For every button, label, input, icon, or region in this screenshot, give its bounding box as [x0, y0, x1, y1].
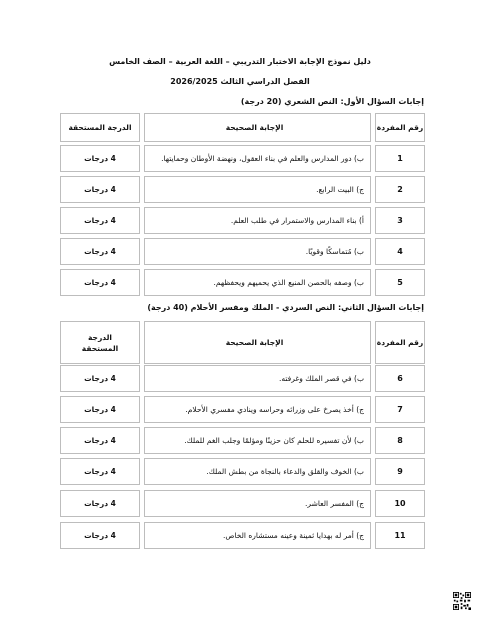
- item-number: 9: [375, 458, 425, 485]
- section2-header-row: [60, 321, 425, 364]
- column-header-answer: الإجابة الصحيحة: [144, 321, 371, 364]
- item-number: 10: [375, 490, 425, 517]
- column-header-grade: [60, 321, 140, 364]
- term-label: الفصل الدراسي الثالث 2026/2025: [170, 77, 310, 86]
- grade-value: 4 درجات: [60, 365, 140, 392]
- qr-code-icon: [453, 592, 471, 610]
- table-row: [60, 396, 425, 423]
- table-row: [60, 207, 425, 234]
- column-header-number: رقم المفردة: [375, 113, 425, 142]
- section1-heading: إجابات السؤال الأول: النص الشعري (20 درجة): [240, 97, 424, 106]
- answer-text: ب) وصفه بالحصن المنيع الذي يحميهم ويحفظهم.: [144, 269, 371, 296]
- answer-text: ب) في قصر الملك وغرفته.: [144, 365, 371, 392]
- answer-text: أ) بناء المدارس والاستمرار في طلب العلم.: [144, 207, 371, 234]
- document-title: دليل نموذج الإجابة الاختبار التدريبي – اللغة العربية – الصف الخامس: [109, 57, 371, 66]
- item-number: 8: [375, 427, 425, 454]
- item-number: 11: [375, 522, 425, 549]
- column-header-number: رقم المفردة: [375, 321, 425, 364]
- grade-value: 4 درجات: [60, 207, 140, 234]
- item-number: 6: [375, 365, 425, 392]
- grade-value: 4 درجات: [60, 458, 140, 485]
- answer-text: ج) المفسر العاشر.: [144, 490, 371, 517]
- table-row: [60, 365, 425, 392]
- grade-value: 4 درجات: [60, 427, 140, 454]
- answer-text: ج) البيت الرابع.: [144, 176, 371, 203]
- table-row: [60, 427, 425, 454]
- grade-value: 4 درجات: [60, 238, 140, 265]
- section1-header-row: [60, 113, 425, 142]
- grade-value: 4 درجات: [60, 490, 140, 517]
- table-row: [60, 145, 425, 172]
- grade-value: 4 درجات: [60, 176, 140, 203]
- table-row: [60, 458, 425, 485]
- answer-text: ج) أخذ يصرخ على وزرائه وحراسه وينادي مفسري الأحلام.: [144, 396, 371, 423]
- grade-header-line1: الدرجة: [88, 332, 112, 342]
- section2-heading: إجابات السؤال الثاني: النص السردي - الملك ومفسر الأحلام (40 درجة): [147, 303, 424, 312]
- answer-text: ب) مُتماسكًا وقويًا.: [144, 238, 371, 265]
- grade-value: 4 درجات: [60, 269, 140, 296]
- item-number: 1: [375, 145, 425, 172]
- answer-text: ج) أمر له بهدايا ثمينة وعينه مستشاره الخاص.: [144, 522, 371, 549]
- item-number: 7: [375, 396, 425, 423]
- grade-value: 4 درجات: [60, 396, 140, 423]
- grade-value: 4 درجات: [60, 522, 140, 549]
- table-row: [60, 269, 425, 296]
- item-number: 3: [375, 207, 425, 234]
- answer-text: ب) دور المدارس والعلم في بناء العقول، ونهضة الأوطان وحمايتها.: [144, 145, 371, 172]
- answer-text: ب) الخوف والقلق والدعاء بالنجاة من بطش الملك.: [144, 458, 371, 485]
- item-number: 4: [375, 238, 425, 265]
- answer-text: ب) لأن تفسيره للحلم كان حزينًا ومؤلمًا وجلب الغم للملك.: [144, 427, 371, 454]
- column-header-grade: الدرجة المستحقة: [60, 113, 140, 142]
- table-row: [60, 176, 425, 203]
- table-row: [60, 490, 425, 517]
- grade-header-line2: المستحقة: [81, 343, 119, 353]
- grade-value: 4 درجات: [60, 145, 140, 172]
- item-number: 2: [375, 176, 425, 203]
- column-header-answer: الإجابة الصحيحة: [144, 113, 371, 142]
- item-number: 5: [375, 269, 425, 296]
- table-row: [60, 238, 425, 265]
- table-row: [60, 522, 425, 549]
